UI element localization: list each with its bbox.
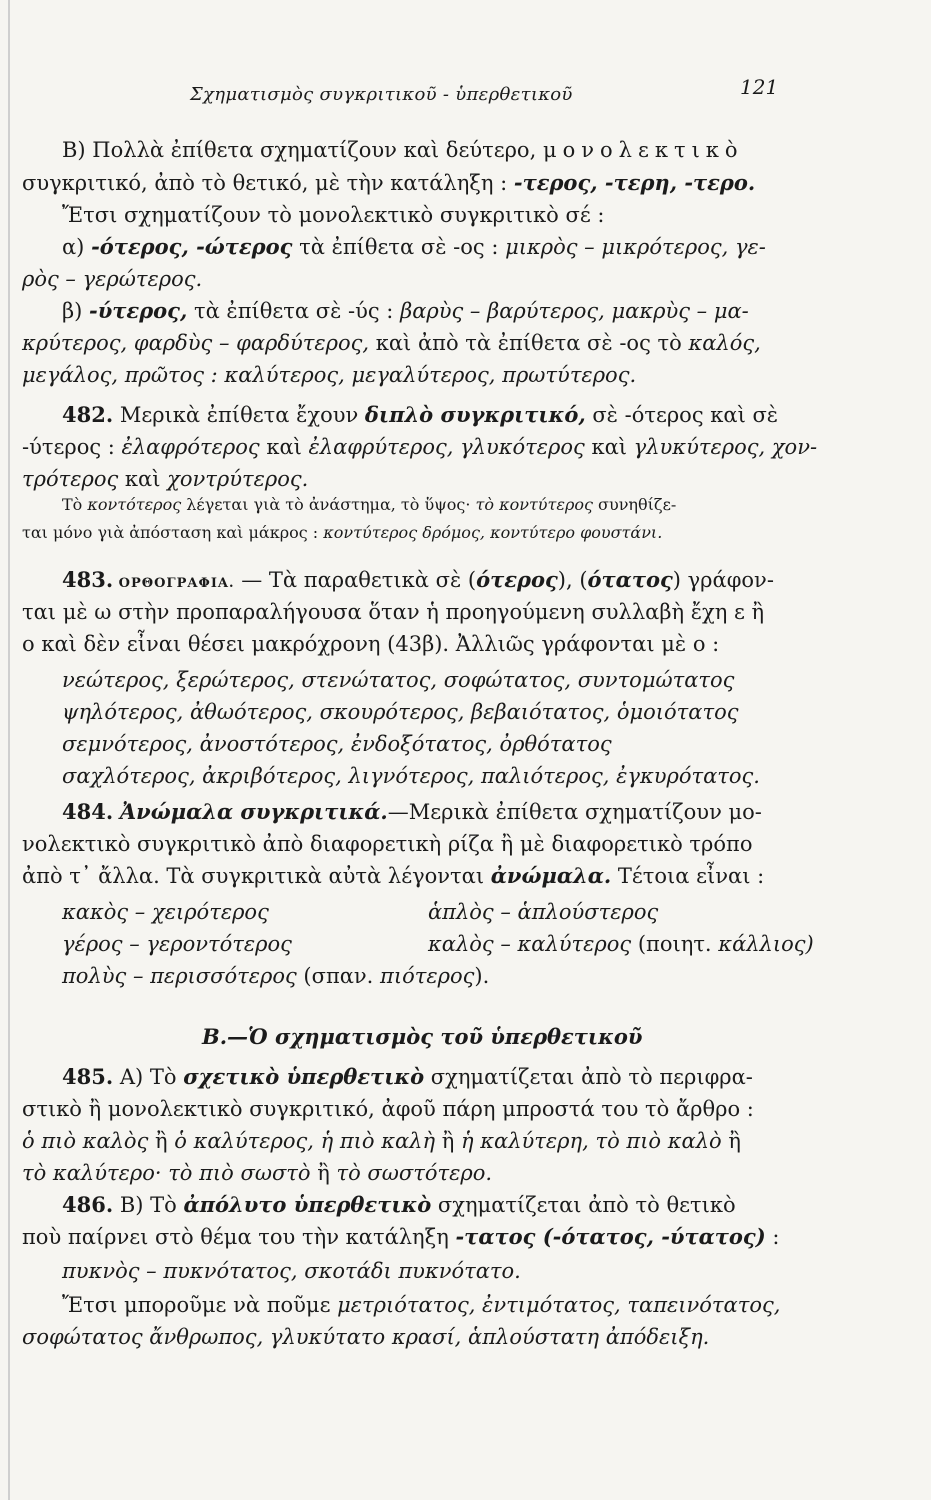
text-segment: σχηματίζεται ἀπὸ τὸ περιφρα-: [424, 1065, 753, 1089]
text-segment: ἀνώμαλα.: [490, 863, 612, 888]
text-segment: -ύτερος :: [22, 435, 122, 459]
text-line: [428, 929, 814, 959]
text-segment: ότατος: [587, 567, 673, 592]
text-line: [62, 400, 778, 430]
text-segment: ἢ: [721, 1129, 741, 1153]
text-segment: σαχλότερος, ἀκριβότερος, λιγνότερος, παλιότερος, ἐγκυρότατος.: [62, 764, 760, 788]
text-segment: -ότερος, -ώτερος: [91, 234, 293, 259]
text-segment: 482.: [62, 402, 114, 427]
text-line: [22, 264, 202, 294]
text-segment: γλυκύτερος, χον-: [633, 435, 818, 459]
text-segment: Β) Τὸ: [113, 1193, 184, 1217]
text-line: [62, 1290, 780, 1320]
text-line: [62, 232, 766, 262]
text-segment: διπλὸ συγκριτικό,: [364, 402, 586, 427]
text-segment: ρὸς – γερώτερος.: [22, 267, 203, 291]
text-segment: πυκνὸς – πυκνότατος, σκοτάδι πυκνότατο.: [62, 1259, 521, 1283]
text-segment: μικρὸς – μικρότερος, γε-: [505, 235, 766, 259]
text-line: [62, 200, 604, 230]
text-segment: Τέτοια εἶναι :: [611, 864, 765, 888]
text-line: [22, 597, 764, 627]
text-segment: ται μόνο γιὰ ἀπόσταση καὶ μάκρος :: [22, 523, 324, 542]
running-title: Σχηματισμὸς συγκριτικοῦ - ὑπερθετικοῦ: [190, 84, 573, 105]
text-segment: ἢ: [310, 1161, 337, 1185]
text-segment: βαρὺς – βαρύτερος, μακρὺς – μα-: [400, 299, 749, 323]
text-segment: καλὸς – καλύτερος: [428, 932, 632, 956]
text-segment: Β) Πολλὰ ἐπίθετα σχηματίζουν καὶ δεύτερο,: [62, 138, 543, 162]
text-segment: Ἀνώμαλα συγκριτικά.: [119, 799, 388, 824]
text-line: [62, 797, 762, 827]
text-segment: καὶ: [584, 435, 634, 459]
text-line: [22, 518, 662, 548]
text-segment: καὶ ἀπὸ τὰ ἐπίθετα σὲ -ος τὸ: [369, 331, 689, 355]
text-segment: τὸ κοντύτερος: [475, 495, 593, 514]
text-segment: ἢ: [435, 1129, 462, 1153]
page-edge-line: [8, 0, 10, 1500]
text-segment: συγκριτικό, ἀπὸ τὸ θετικό, μὲ τὴν κατάληξη :: [22, 171, 514, 195]
text-segment: Ἔτσι σχηματίζουν τὸ μονολεκτικὸ συγκριτικὸ σέ :: [62, 203, 605, 227]
text-segment: ψηλότερος, ἀθωότερος, σκουρότερος, βεβαιότατος, ὁμοιότατος: [62, 700, 739, 724]
text-segment: ἀπὸ τ᾿ ἄλλα. Τὰ συγκριτικὰ αὐτὰ λέγονται: [22, 864, 491, 888]
text-segment: λέγεται γιὰ τὸ ἀνάστημα, τὸ ὕψος·: [181, 495, 476, 514]
text-segment: α): [62, 235, 92, 259]
section-heading: [202, 1022, 642, 1052]
text-segment: σχηματίζεται ἀπὸ τὸ θετικὸ: [431, 1193, 736, 1217]
text-line: [62, 490, 676, 520]
text-segment: κρύτερος, φαρδὺς – φαρδύτερος,: [22, 331, 370, 355]
text-segment: μεγάλος, πρῶτος : καλύτερος, μεγαλύτερος, πρωτύτερος.: [22, 363, 637, 387]
text-segment: καλός,: [688, 331, 761, 355]
text-segment: καὶ: [118, 467, 168, 491]
text-line: [22, 168, 755, 198]
text-segment: ἀπόλυτο ὑπερθετικὸ: [183, 1192, 432, 1217]
text-segment: β): [62, 299, 90, 323]
text-line: [22, 1222, 779, 1252]
text-line: [62, 1062, 753, 1092]
text-segment: καὶ: [259, 435, 309, 459]
text-segment: 485.: [62, 1064, 114, 1089]
text-segment: νεώτερος, ξερώτερος, στενώτατος, σοφώτατος, συντομώτατος: [62, 668, 735, 692]
text-segment: ποὺ παίρνει στὸ θέμα του τὴν κατάληξη: [22, 1225, 456, 1249]
text-segment: ότερος: [476, 567, 558, 592]
text-segment: τὰ ἐπίθετα σὲ -ος :: [292, 235, 506, 259]
text-segment: τὰ ἐπίθετα σὲ -ύς :: [187, 299, 401, 323]
text-segment: (ποιητ.: [631, 932, 719, 956]
text-segment: ἁπλὸς – ἁπλούστερος: [428, 900, 659, 924]
text-segment: 483.: [62, 567, 114, 592]
page-number: 121: [740, 75, 779, 99]
text-segment: γέρος – γεροντότερος: [62, 932, 292, 956]
text-segment: ἢ: [148, 1129, 175, 1153]
text-segment: σὲ -ότερος καὶ σὲ: [585, 403, 779, 427]
text-segment: [113, 800, 120, 824]
text-line: [22, 328, 761, 358]
text-line: [22, 1158, 492, 1188]
text-segment: ται μὲ ω στὴν προπαραλήγουσα ὅταν ἡ προηγούμενη συλλαβὴ ἔχη ε ἢ: [22, 600, 765, 624]
text-segment: κοντύτερος δρόμος, κοντύτερο φουστάνι.: [323, 523, 663, 542]
text-segment: τὸ καλύτερο· τὸ πιὸ σωστὸ: [22, 1161, 311, 1185]
text-segment: :: [765, 1225, 780, 1249]
text-segment: -τατος (-ότατος, -ύτατος): [455, 1224, 766, 1249]
text-segment: νολεκτικὸ συγκριτικὸ ἀπὸ διαφορετικὴ ρίζα ἢ μὲ διαφορετικὸ τρόπο: [22, 832, 753, 856]
text-segment: ), (: [557, 568, 588, 592]
text-segment: 486.: [62, 1192, 114, 1217]
text-line: [62, 296, 749, 326]
text-line: [62, 1256, 521, 1286]
text-segment: χοντρύτερος.: [167, 467, 309, 491]
text-line: [22, 1094, 754, 1124]
text-segment: σχετικὸ ὑπερθετικὸ: [183, 1064, 425, 1089]
text-segment: Τὸ: [62, 495, 88, 514]
text-segment: — Τὰ παραθετικὰ σὲ (: [234, 568, 477, 592]
text-segment: Β.—Ὁ σχηματισμὸς τοῦ ὑπερθετικοῦ: [202, 1024, 643, 1049]
text-line: [22, 861, 764, 891]
text-segment: -ύτερος,: [89, 298, 188, 323]
text-line: [22, 432, 817, 462]
text-segment: σοφώτατος ἄνθρωπος, γλυκύτατο κρασί, ἁπλούστατη ἀπόδειξη.: [22, 1325, 710, 1349]
text-line: [62, 729, 612, 759]
text-segment: τὸ σωστότερο.: [336, 1161, 493, 1185]
text-line: [62, 897, 269, 927]
text-segment: —Μερικὰ ἐπίθετα σχηματίζουν μο-: [387, 800, 762, 824]
text-segment: 484.: [62, 799, 114, 824]
text-segment: -τερος, -τερη, -τερο.: [513, 170, 756, 195]
text-line: [428, 897, 658, 927]
text-segment: ).: [474, 964, 490, 988]
text-line: [62, 929, 292, 959]
text-segment: ἐλαφρότερος: [121, 435, 260, 459]
text-segment: ο καὶ δὲν εἶναι θέσει μακρόχρονη (43β). Ἀλλιῶς γράφονται μὲ ο :: [22, 632, 720, 656]
text-line: [62, 135, 744, 165]
text-segment: τρότερος: [22, 467, 119, 491]
text-line: [22, 829, 752, 859]
text-line: [22, 360, 636, 390]
text-line: [62, 565, 774, 599]
text-segment: μονολεκτικὸ: [542, 138, 744, 162]
text-line: [62, 665, 734, 695]
text-segment: κακὸς – χειρότερος: [62, 900, 269, 924]
text-segment: σεμνότερος, ἀνοστότερος, ἐνδοξότατος, ὀρθότατος: [62, 732, 612, 756]
text-line: [22, 629, 719, 659]
text-segment: συνηθίζε-: [592, 495, 677, 514]
text-line: [62, 961, 489, 991]
text-segment: πιότερος: [380, 964, 475, 988]
text-segment: κοντότερος: [87, 495, 182, 514]
text-segment: ἐλαφρύτερος, γλυκότερος: [308, 435, 585, 459]
text-segment: (σπαν.: [296, 964, 381, 988]
text-segment: Μερικὰ ἐπίθετα ἔχουν: [113, 403, 365, 427]
text-line: [62, 697, 738, 727]
text-line: [22, 1322, 709, 1352]
text-segment: Ἔτσι μποροῦμε νὰ ποῦμε: [62, 1293, 338, 1317]
text-segment: κάλλιος): [718, 932, 814, 956]
text-segment: ὁ πιὸ καλὸς: [22, 1129, 149, 1153]
text-segment: πολὺς – περισσότερος: [62, 964, 297, 988]
text-segment: Α) Τὸ: [113, 1065, 184, 1089]
text-segment: ὁ καλύτερος, ἡ πιὸ καλὴ: [174, 1129, 436, 1153]
text-line: [62, 1190, 736, 1220]
text-line: [22, 1126, 741, 1156]
text-segment: στικὸ ἢ μονολεκτικὸ συγκριτικό, ἀφοῦ πάρη μπροστά του τὸ ἄρθρο :: [22, 1097, 754, 1121]
text-segment: ἡ καλύτερη, τὸ πιὸ καλὸ: [461, 1129, 722, 1153]
text-segment: ΟΡΘΟΓΡΑΦΙΑ.: [113, 576, 235, 591]
text-segment: ) γράφον-: [672, 568, 774, 592]
text-segment: μετριότατος, ἐντιμότατος, ταπεινότατος,: [337, 1293, 781, 1317]
text-line: [62, 761, 760, 791]
